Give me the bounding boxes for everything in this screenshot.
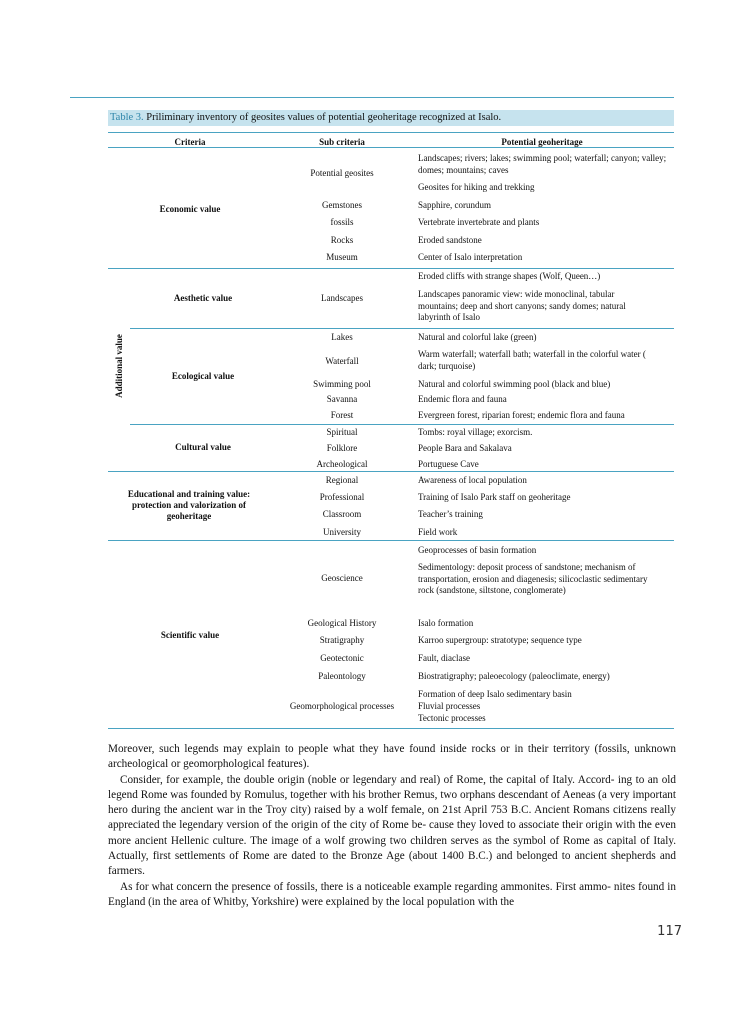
paragraph-3: As for what concern the presence of fossils, there is a noticeable example regarding ammonites. First ammo- nites found in England (in the area of Whitby, Yorkshire) were explained by the local population with the <box>108 880 676 908</box>
header-criteria: Criteria <box>174 137 206 147</box>
geoheritage-cell: Formation of deep Isalo sedimentary basin <box>418 689 572 699</box>
criteria-scientific: Scientific value <box>160 630 220 640</box>
criteria-economic: Economic value <box>159 204 221 214</box>
separator-economic <box>108 268 674 269</box>
geoheritage-cell: Teacher’s training <box>418 509 483 519</box>
geoheritage-cell: Karroo supergroup: stratotype; sequence type <box>418 635 582 645</box>
sub-criteria-cell: Folklore <box>326 443 358 453</box>
geoheritage-cell: Endemic flora and fauna <box>418 394 507 404</box>
body-text <box>108 742 676 910</box>
paragraph-2: Consider, for example, the double origin (noble or legendary and real) of Rome, the capital of Italy. Accord- ing to an old legend Rome was founded by Romulus, together with his brother Remus, two orphans descendant of Aeneas (a very important hero during the ancient war in the Troy city) raised by a wolf female, on 21st April 753 B.C. Ancient Romans citizens really appreciated the legendary version of the origin of the city of Rome be- cause they loved to associate their origin with the even more ancient Hellenic culture. The image of a wolf growing two children serves as the symbol of Rome as capital of Italy. Actually, first settlements of Rome are dated to the Bronze Age (about 1400 B.C.) and belonged to ancient shepherds and farmers. <box>108 773 676 878</box>
sub-criteria-cell: Gemstones <box>322 200 362 210</box>
separator-educational <box>108 540 674 541</box>
geoheritage-cell: Geosites for hiking and trekking <box>418 182 535 192</box>
sub-criteria-cell: Potential geosites <box>310 168 374 178</box>
geoheritage-cell: Biostratigraphy; paleoecology (paleoclimate, energy) <box>418 671 610 681</box>
sub-criteria-cell: Stratigraphy <box>319 635 365 645</box>
geoheritage-cell: Eroded cliffs with strange shapes (Wolf, Queen…) <box>418 271 601 281</box>
header-bottom-rule <box>108 147 674 148</box>
table-caption-text: Priliminary inventory of geosites values of potential geoheritage recognized at Isalo. <box>146 112 502 123</box>
separator-cultural <box>108 471 674 472</box>
sub-criteria-cell: Paleontology <box>318 671 366 681</box>
geoheritage-cell: Landscapes panoramic view: wide monoclinal, tabular mountains; deep and short canyons; sandy domes; natural labyrinth of Isalo <box>418 289 626 322</box>
geoheritage-cell: Warm waterfall; waterfall bath; waterfall in the colorful water ( dark; turquoise) <box>418 349 646 371</box>
sub-criteria-cell: Lakes <box>331 332 353 342</box>
paragraph-1: Moreover, such legends may explain to people what they have found inside rocks or in their territory (fossils, unknown archeological or geomorphological features). <box>108 743 676 771</box>
page-top-rule <box>70 97 674 98</box>
header-potential-geoheritage: Potential geoheritage <box>501 137 583 147</box>
page-number: 117 <box>657 924 682 939</box>
separator-ecological <box>130 424 674 425</box>
geoheritage-cell: Portuguese Cave <box>418 459 479 469</box>
geoheritage-cell: Vertebrate invertebrate and plants <box>418 217 540 227</box>
header-sub-criteria: Sub criteria <box>319 137 365 147</box>
geoheritage-cell: Isalo formation <box>418 618 474 628</box>
geoheritage-cell: Sapphire, corundum <box>418 200 491 210</box>
sub-criteria-cell: Waterfall <box>325 356 359 366</box>
sub-criteria-cell: Museum <box>326 252 358 262</box>
sub-criteria-cell: Landscapes <box>321 293 363 303</box>
geoheritage-cell: Geoprocesses of basin formation <box>418 545 537 555</box>
sub-criteria-cell: Archeological <box>316 459 368 469</box>
geoheritage-cell: Natural and colorful swimming pool (black and blue) <box>418 379 611 389</box>
sub-criteria-cell: Geotectonic <box>320 653 364 663</box>
sub-criteria-cell: Classroom <box>322 509 362 519</box>
sub-criteria-cell: Forest <box>330 410 354 420</box>
criteria-ecological: Ecological value <box>171 371 235 381</box>
table-bottom-rule <box>108 728 674 729</box>
sub-criteria-cell: Geological History <box>307 618 377 628</box>
geoheritage-cell: Fault, diaclase <box>418 653 470 663</box>
geoheritage-cell: Awareness of local population <box>418 475 527 485</box>
geoheritage-cell: Eroded sandstone <box>418 235 482 245</box>
sub-criteria-cell: Spiritual <box>326 427 358 437</box>
geoheritage-cell: Sedimentology: deposit process of sandstone; mechanism of transportation, erosion and diagenesis; silicoclastic sedimentary rock (sandstone, siltstone, conglomerate) <box>418 562 648 595</box>
sub-criteria-cell: Regional <box>325 475 359 485</box>
additional-value-label: Additional value <box>114 334 124 398</box>
sub-criteria-cell: University <box>323 527 361 537</box>
geoheritage-cell: Tombs: royal village; exorcism. <box>418 427 533 437</box>
sub-criteria-cell: Professional <box>319 492 365 502</box>
geoheritage-cell: Evergreen forest, riparian forest; endemic flora and fauna <box>418 410 625 420</box>
sub-criteria-cell: fossils <box>330 217 354 227</box>
table-caption <box>108 110 674 126</box>
sub-criteria-cell: Geomorphological processes <box>289 701 395 711</box>
criteria-aesthetic: Aesthetic value <box>173 293 233 303</box>
geoheritage-cell: Tectonic processes <box>418 713 486 723</box>
geoheritage-cell: Fluvial processes <box>418 701 481 711</box>
geoheritage-cell: People Bara and Sakalava <box>418 443 512 453</box>
geoheritage-cell: Center of Isalo interpretation <box>418 252 523 262</box>
geoheritage-cell: Natural and colorful lake (green) <box>418 332 537 342</box>
header-top-rule <box>108 132 674 133</box>
geoheritage-cell: Field work <box>418 527 458 537</box>
separator-aesthetic <box>130 328 674 329</box>
sub-criteria-cell: Savanna <box>326 394 358 404</box>
table-caption-label: Table 3. <box>110 112 144 123</box>
sub-criteria-cell: Rocks <box>330 235 354 245</box>
geoheritage-cell: Landscapes; rivers; lakes; swimming pool; waterfall; canyon; valley; domes; mountains; caves <box>418 153 667 175</box>
geoheritage-cell: Training of Isalo Park staff on geoheritage <box>418 492 571 502</box>
criteria-cultural: Cultural value <box>175 442 231 452</box>
criteria-educational: Educational and training value: protection and valorization of geoheritage <box>127 489 251 521</box>
sub-criteria-cell: Swimming pool <box>313 379 371 389</box>
sub-criteria-cell: Geoscience <box>321 573 363 583</box>
